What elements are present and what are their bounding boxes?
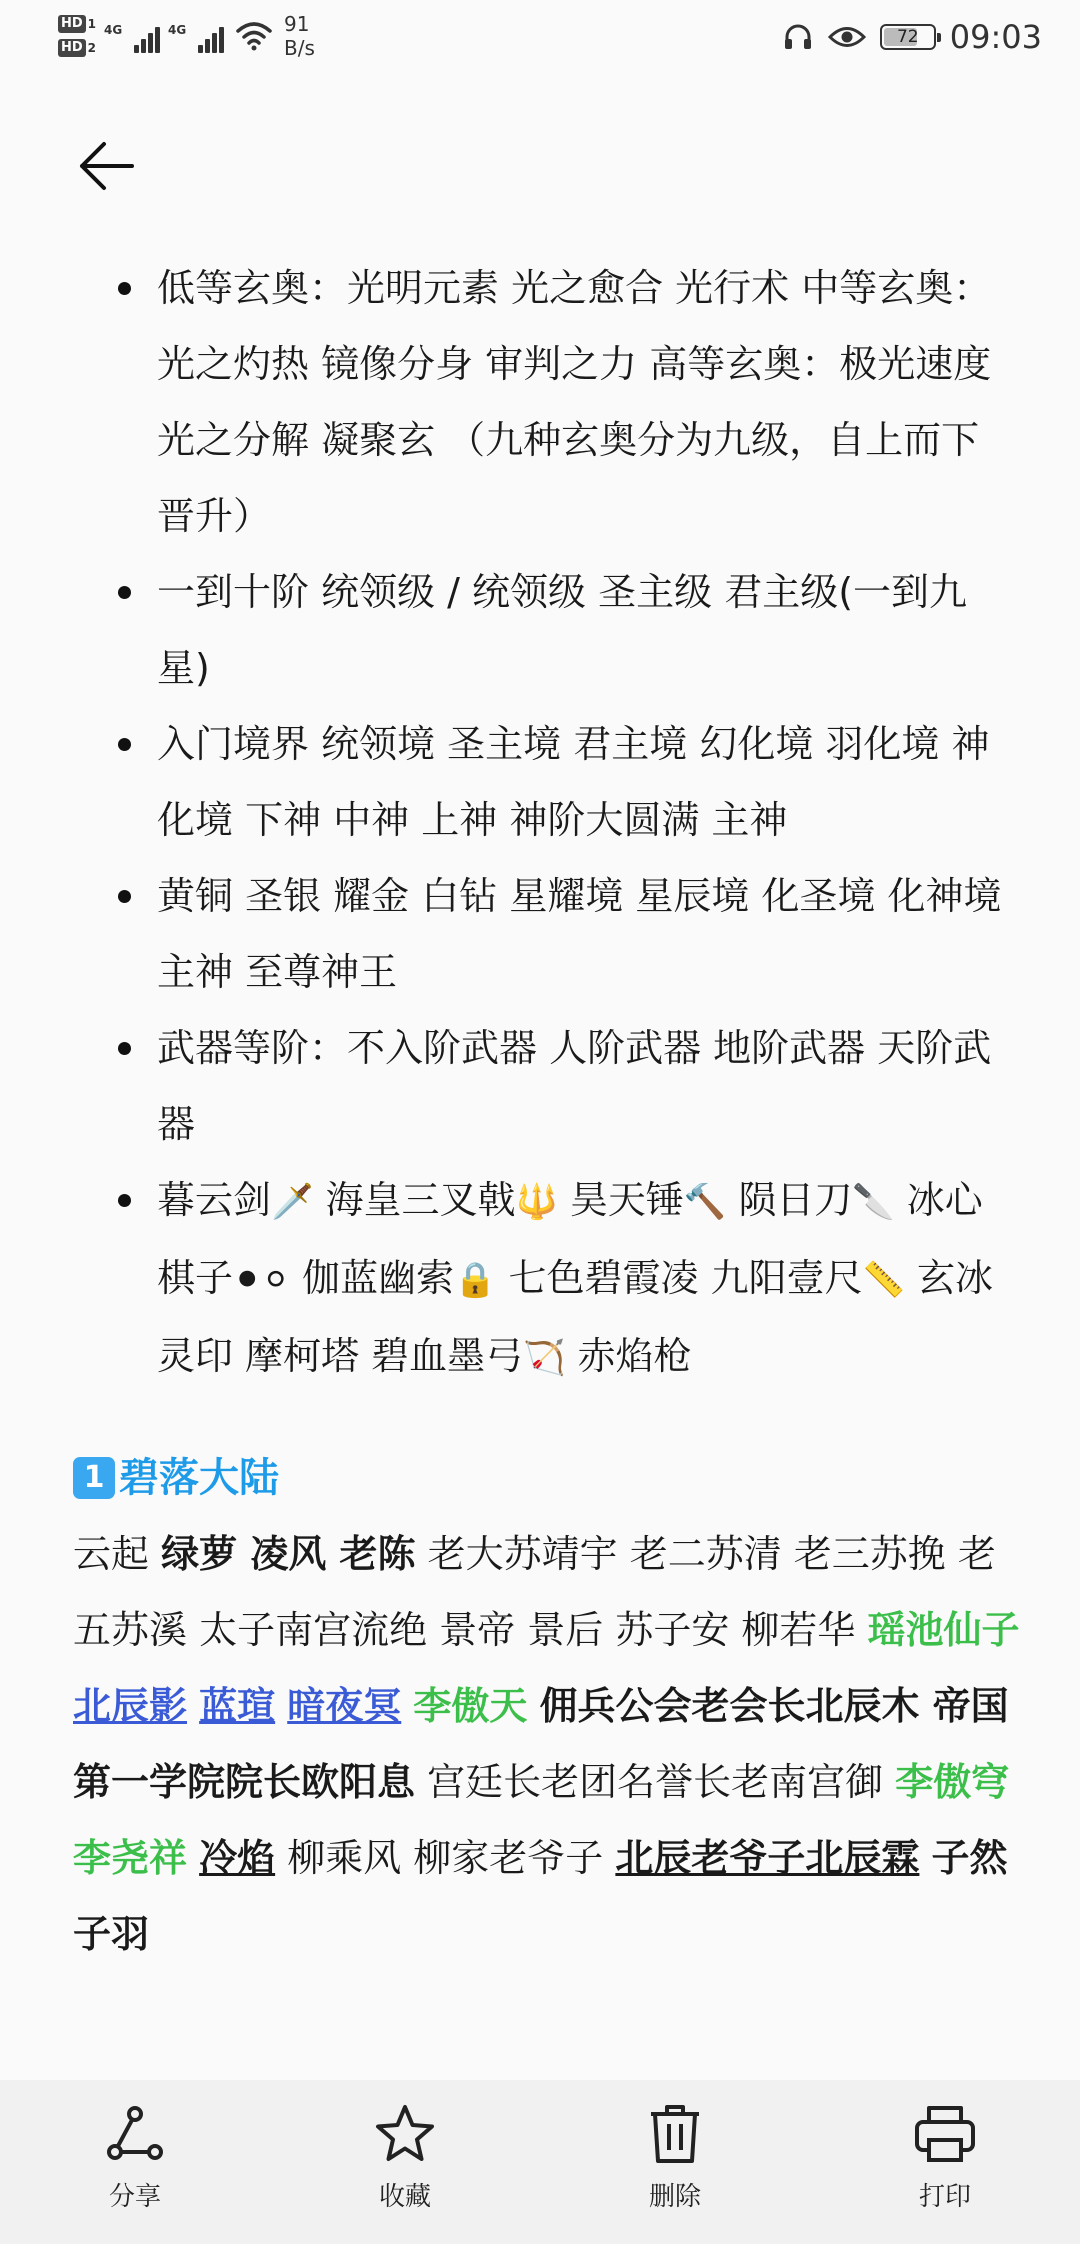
print-button[interactable] — [810, 2080, 1080, 2244]
char-text: 柳乘风 柳家老爷子 — [275, 1836, 616, 1880]
weapon-name: 陨日刀 — [726, 1178, 853, 1222]
hd1-indicator — [58, 15, 96, 33]
char-text-bold: 绿萝 凌风 老陈 — [161, 1532, 416, 1576]
hd-indicators — [58, 15, 96, 57]
battery-level: 72 — [896, 27, 919, 47]
char-space — [187, 1684, 199, 1728]
char-text-bold-underline: 冷焰 — [199, 1836, 276, 1880]
dagger-icon: 🗡️ — [271, 1182, 314, 1222]
char-text-green: 李傲天 — [413, 1684, 528, 1728]
char-link[interactable]: 暗夜冥 — [287, 1684, 402, 1728]
delete-button[interactable] — [540, 2080, 810, 2244]
knife-icon: 🔪 — [852, 1182, 895, 1222]
trident-icon: 🔱 — [515, 1182, 558, 1222]
list-item: 一到十阶 统领级 / 统领级 圣主级 君主级(一到九星) — [0, 554, 1080, 706]
char-text-bold: 佣兵公会老会长北辰木 帝国第一学院院长欧阳息 — [73, 1684, 1009, 1804]
signal-2-icon — [170, 19, 224, 53]
sig2-4g-label: 4G — [168, 23, 187, 37]
print-label: 打印 — [918, 2182, 971, 2212]
arrow-left-icon — [74, 134, 138, 198]
back-button[interactable] — [70, 130, 142, 202]
star-icon — [373, 2102, 437, 2166]
share-button[interactable] — [0, 2080, 270, 2244]
char-text-green: 瑶池仙子 — [867, 1608, 1020, 1652]
eye-icon — [828, 24, 866, 50]
char-link[interactable]: 北辰影 — [73, 1684, 188, 1728]
char-text-bold: 子然 子羽 — [73, 1836, 1008, 1956]
weapon-name: 海皇三叉戟 — [313, 1178, 516, 1222]
speed-unit: B/s — [284, 36, 315, 60]
weapon-name: 伽蓝幽索 — [290, 1256, 455, 1300]
weapon-name: 昊天锤 — [557, 1178, 684, 1222]
hd1-label: HD — [58, 15, 86, 33]
note-content[interactable] — [0, 250, 1080, 2080]
hd2-num: 2 — [87, 41, 97, 55]
wifi-icon — [234, 19, 274, 53]
char-text: 老大苏靖宇 老二苏清 老三苏挽 老五苏溪 太子南宫流绝 景帝 景后 苏子安 柳若华 — [73, 1532, 996, 1652]
speed-value: 91 — [284, 12, 310, 36]
section-heading — [73, 1440, 1080, 1516]
list-item: 黄铜 圣银 耀金 白钻 星耀境 星辰境 化圣境 化神境 主神 至尊神王 — [0, 858, 1080, 1010]
list-item: 低等玄奥：光明元素 光之愈合 光行术 中等玄奥：光之灼热 镜像分身 审判之力 高等玄奥：极光速度 光之分解 凝聚玄 （九种玄奥分为九级，自上而下晋升） — [0, 250, 1080, 554]
char-text-green: 李傲穹 李尧祥 — [73, 1760, 1010, 1880]
list-item: 武器等阶：不入阶武器 人阶武器 地阶武器 天阶武器 — [0, 1010, 1080, 1162]
hd2-indicator — [58, 39, 96, 57]
trash-icon — [643, 2102, 707, 2166]
hd1-num: 1 — [87, 17, 97, 31]
ruler-icon: 📏 — [862, 1260, 905, 1300]
status-left — [58, 12, 315, 60]
characters-paragraph — [0, 1516, 1080, 1972]
signal-1-icon — [106, 19, 160, 53]
hammer-icon: 🔨 — [683, 1182, 727, 1222]
weapon-name: 暮云剑 — [157, 1178, 272, 1222]
printer-icon — [913, 2102, 977, 2166]
char-space — [275, 1684, 287, 1728]
bow-arrow-icon: 🏹 — [523, 1338, 566, 1378]
battery-icon — [880, 24, 936, 50]
favorite-button[interactable] — [270, 2080, 540, 2244]
char-space — [187, 1836, 199, 1880]
list-item-weapons — [0, 1162, 1080, 1396]
char-space — [527, 1684, 539, 1728]
bullet-list — [0, 250, 1080, 1396]
sig1-4g-label: 4G — [104, 23, 123, 37]
lock-icon: 🔒 — [454, 1260, 497, 1300]
status-right — [782, 18, 1042, 56]
share-icon — [103, 2102, 167, 2166]
clock: 09:03 — [949, 18, 1042, 56]
weapon-name: 赤焰枪 — [565, 1334, 692, 1378]
headset-icon — [782, 21, 814, 53]
weapon-name: 冰心棋子 — [157, 1178, 983, 1300]
chess-pieces-icon: ⚫⚪ — [233, 1260, 290, 1300]
keycap-one-icon: 1 — [73, 1457, 115, 1499]
char-text-bold-underline: 北辰老爷子北辰霖 — [615, 1836, 920, 1880]
share-label: 分享 — [108, 2182, 161, 2212]
char-space — [401, 1684, 413, 1728]
status-bar — [0, 0, 1080, 80]
weapon-name: 玄冰灵印 摩柯塔 碧血墨弓 — [157, 1256, 994, 1378]
hd2-label: HD — [58, 39, 86, 57]
network-speed — [284, 12, 315, 60]
section-title: 碧落大陆 — [119, 1455, 279, 1501]
bottom-toolbar — [0, 2080, 1080, 2244]
weapon-name: 七色碧霞凌 九阳壹尺 — [496, 1256, 863, 1300]
char-link[interactable]: 蓝瑄 — [199, 1684, 276, 1728]
char-text: 云起 — [73, 1532, 162, 1576]
delete-label: 删除 — [648, 2182, 701, 2212]
favorite-label: 收藏 — [378, 2182, 431, 2212]
char-text: 宫廷长老团名誉长老南宫御 — [415, 1760, 896, 1804]
list-item: 入门境界 统领境 圣主境 君主境 幻化境 羽化境 神化境 下神 中神 上神 神阶大圆满 主神 — [0, 706, 1080, 858]
char-space — [919, 1836, 931, 1880]
